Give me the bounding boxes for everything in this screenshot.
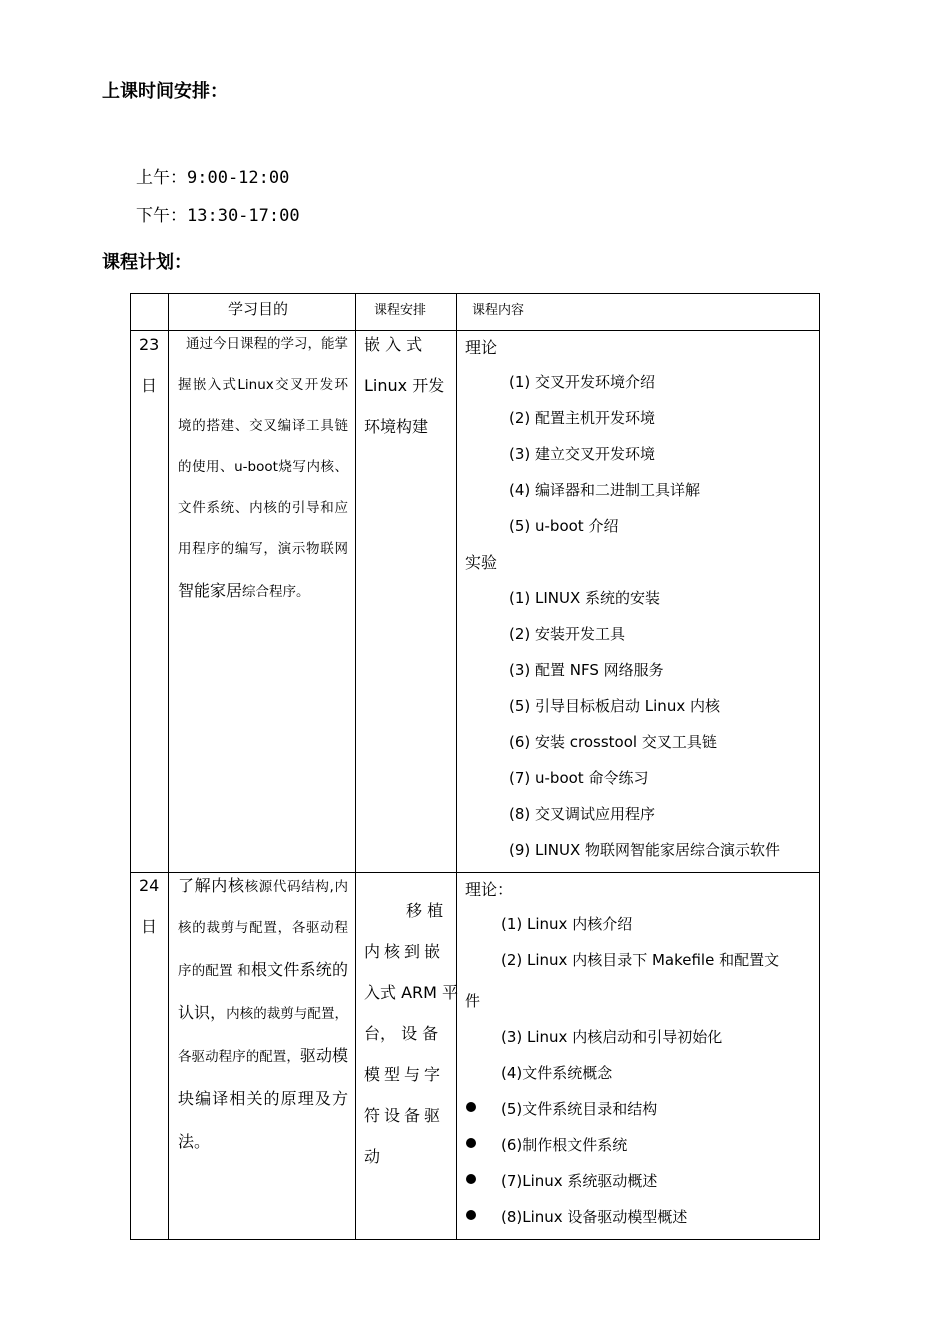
arrangement-line: 符设备驱 <box>364 1106 445 1125</box>
goal-text: 了解内核核源代码结构,内核的裁剪与配置，各驱动程序的配置 和根文件系统的认识，内核的裁剪与配置，各驱动程序的配置，驱动模块编译相关的原理及方法。 <box>178 876 348 1151</box>
day-unit: 日 <box>141 917 158 936</box>
arrangement-line: 动 <box>364 1147 381 1166</box>
schedule-heading: 上课时间安排： <box>102 81 228 102</box>
list-item: (5) u-boot 介绍 <box>509 517 619 535</box>
section-title: 理论： <box>465 880 514 899</box>
list-item: (1) 交叉开发环境介绍 <box>509 373 656 391</box>
bullet-icon <box>466 1210 476 1220</box>
plan-heading: 课程计划： <box>102 252 192 273</box>
list-item: (5)文件系统目录和结构 <box>501 1100 658 1118</box>
arrangement-line: 环境构建 <box>364 417 429 436</box>
list-item: (2) 安装开发工具 <box>509 625 626 643</box>
day-number: 23 <box>139 335 160 354</box>
arrangement-line: 移 植 <box>406 901 444 920</box>
arrangement-line: 模型与字 <box>364 1065 445 1084</box>
list-item: (5) 引导目标板启动 Linux 内核 <box>509 697 720 715</box>
list-item: (4)文件系统概念 <box>501 1064 613 1082</box>
header-arrangement: 课程安排 <box>374 303 427 318</box>
bullet-icon <box>466 1102 476 1112</box>
list-item: (9) LINUX 物联网智能家居综合演示软件 <box>509 841 781 859</box>
list-item: (1) LINUX 系统的安装 <box>509 589 661 607</box>
list-item: (3) 建立交叉开发环境 <box>509 445 656 463</box>
header-goal: 学习目的 <box>228 300 289 318</box>
arrangement-line: 内核到嵌 <box>364 942 445 961</box>
list-item: 件 <box>465 992 481 1010</box>
list-item: (3) 配置 NFS 网络服务 <box>509 661 664 679</box>
day-unit: 日 <box>141 376 158 395</box>
list-item: (6) 安装 crosstool 交叉工具链 <box>509 733 717 751</box>
morning-time: 上午：9:00-12:00 <box>136 168 290 188</box>
list-item: (1) Linux 内核介绍 <box>501 915 633 933</box>
section-title: 理论 <box>465 338 498 357</box>
afternoon-time: 下午：13:30-17:00 <box>136 206 300 226</box>
list-item: (7) u-boot 命令练习 <box>509 769 649 787</box>
arrangement-line: Linux 开发 <box>364 376 445 395</box>
bullet-icon <box>466 1138 476 1148</box>
arrangement-line: 台， 设 备 <box>364 1024 439 1043</box>
list-item: (6)制作根文件系统 <box>501 1136 628 1154</box>
list-item: (2) Linux 内核目录下 Makefile 和配置文 <box>501 951 780 969</box>
arrangement-line: 入式 ARM 平 <box>364 983 459 1002</box>
list-item: (3) Linux 内核启动和引导初始化 <box>501 1028 723 1046</box>
header-content: 课程内容 <box>472 303 525 318</box>
list-item: (8) 交叉调试应用程序 <box>509 805 656 823</box>
section-title: 实验 <box>465 553 498 572</box>
list-item: (7)Linux 系统驱动概述 <box>501 1172 658 1190</box>
goal-text: 通过今日课程的学习，能掌握嵌入式Linux交叉开发环境的搭建、交叉编译工具链的使用、u-boot烧写内核、文件系统、内核的引导和应用程序的编写，演示物联网智能家居综合程序。 <box>178 336 348 600</box>
list-item: (8)Linux 设备驱动模型概述 <box>501 1208 688 1226</box>
list-item: (2) 配置主机开发环境 <box>509 409 656 427</box>
day-number: 24 <box>139 876 160 895</box>
bullet-icon <box>466 1174 476 1184</box>
list-item: (4) 编译器和二进制工具详解 <box>509 481 701 499</box>
arrangement-line: 嵌 入 式 <box>364 335 423 354</box>
